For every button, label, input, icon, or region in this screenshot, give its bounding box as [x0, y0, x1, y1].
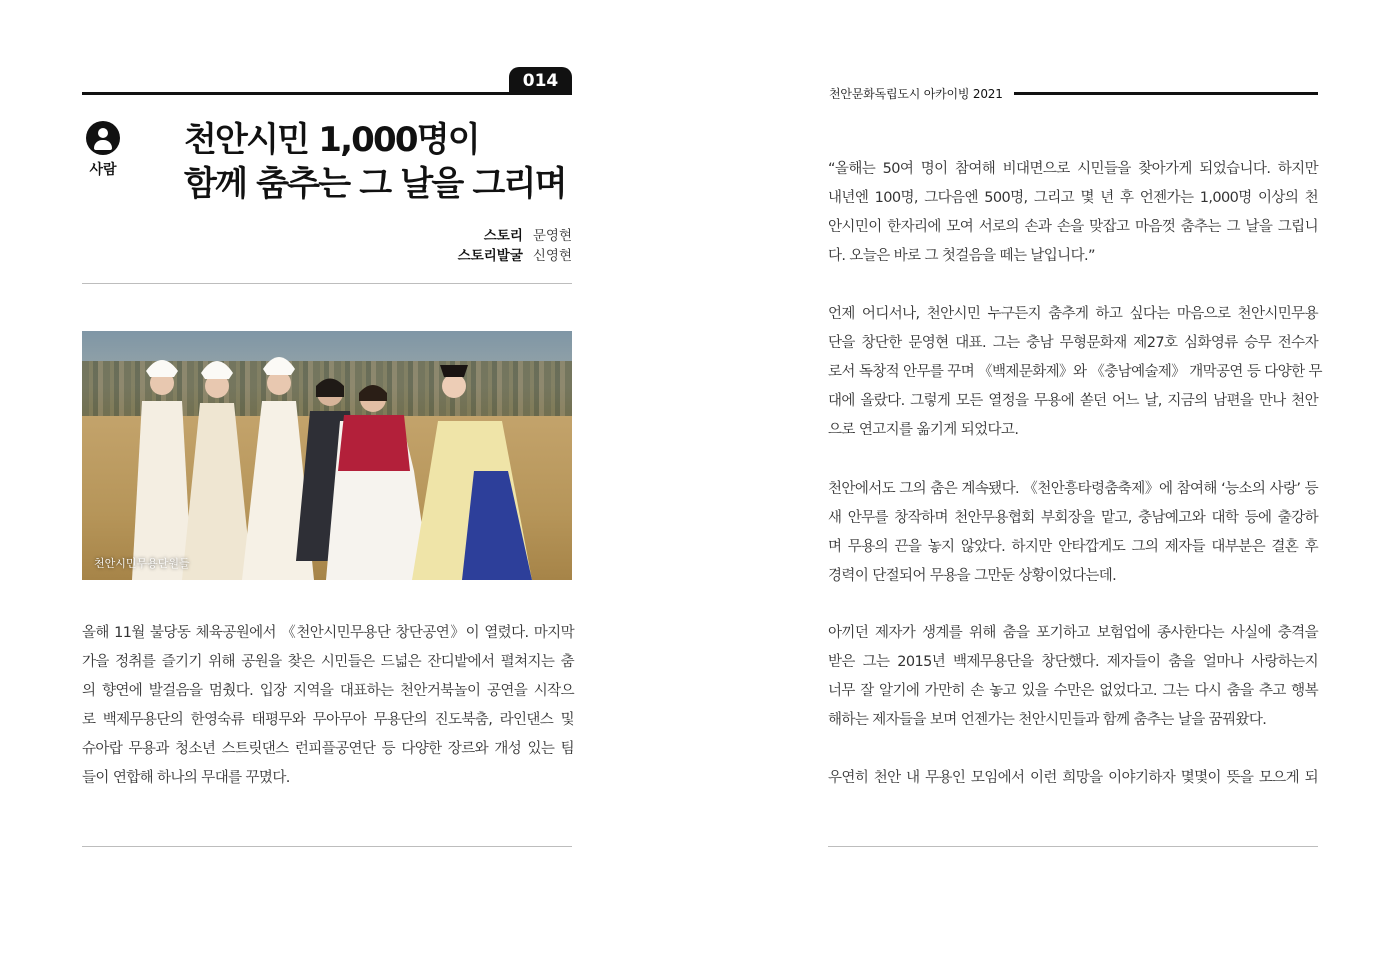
left-body-line: 올해 11월 불당동 체육공원에서 《천안시민무용단 창단공연》이 열렸다. 마지막 [82, 625, 574, 641]
credit-story [484, 224, 572, 244]
right-body-line: 우연히 천안 내 무용인 모임에서 이런 희망을 이야기하자 몇몇이 뜻을 모으게 되 [828, 770, 1318, 786]
credit-discovery-label: 스토리발굴 [457, 248, 523, 264]
right-body-line: 새 안무를 창작하며 천안무용협회 부회장을 맡고, 충남예고와 대학 등에 출강하 [828, 510, 1318, 526]
credit-story-value: 문영현 [532, 228, 572, 244]
left-body-line: 가을 정취를 즐기기 위해 공원을 찾은 시민들은 드넓은 잔디밭에서 펼쳐지는 춤 [82, 654, 574, 670]
right-paragraph-3 [828, 475, 1318, 591]
dancers-illustration [82, 331, 572, 580]
right-body-line: 대에 올랐다. 그렇게 모든 열정을 무용에 쏟던 어느 날, 지금의 남편을 만나 천안 [828, 393, 1318, 409]
right-paragraph-2 [828, 300, 1322, 445]
right-paragraph-4 [828, 619, 1318, 735]
person-icon [86, 121, 120, 155]
right-body-line: 너무 잘 알기에 가만히 손 놓고 있을 수만은 없었다고. 그는 다시 춤을 추고 행복 [828, 683, 1318, 699]
left-body-line: 의 향연에 발걸음을 멈췄다. 입장 지역을 대표하는 천안거북놀이 공연을 시작으 [82, 683, 574, 699]
right-body-line: 내년엔 100명, 그다음엔 500명, 그리고 몇 년 후 언젠가는 1,000명 이상의 천 [828, 190, 1318, 206]
left-body-line: 들이 연합해 하나의 무대를 꾸몄다. [82, 770, 290, 786]
right-body-line: 언제 어디서나, 천안시민 누구든지 춤추게 하고 싶다는 마음으로 천안시민무용 [828, 306, 1318, 322]
left-body-paragraph [82, 619, 574, 793]
header-rule-left [82, 92, 572, 95]
right-body-line: 단을 창단한 문영현 대표. 그는 충남 무형문화재 제27호 심화영류 승무 전수자 [828, 335, 1318, 351]
title-line-2: 함께 춤추는 그 날을 그리며 [184, 164, 566, 204]
running-head: 천안문화독립도시 아카이빙 2021 [829, 87, 1003, 101]
page-number-tab: 014 [509, 67, 572, 95]
divider-under-credits [82, 283, 572, 284]
right-body-line: 경력이 단절되어 무용을 그만둔 상황이었다는데. [828, 568, 1117, 584]
credit-discovery [458, 244, 572, 264]
header-rule-right [1014, 92, 1318, 95]
right-body-line: 며 무용의 끈을 놓지 않았다. 하지만 안타깝게도 그의 제자들 대부분은 결혼 후 [828, 539, 1318, 555]
right-body-line: 아끼던 제자가 생계를 위해 춤을 포기하고 보험업에 종사한다는 사실에 충격을 [828, 625, 1318, 641]
footer-rule-right [828, 846, 1318, 847]
dancers-photo [82, 331, 572, 580]
right-body-line: 해하는 제자들을 보며 언젠가는 천안시민들과 함께 춤추는 날을 꿈꿔왔다. [828, 712, 1267, 728]
right-body-line: 받은 그는 2015년 백제무용단을 창단했다. 제자들이 춤을 얼마나 사랑하는지 [828, 654, 1318, 670]
category-label: 사람 [89, 162, 117, 178]
right-body-line: 천안에서도 그의 춤은 계속됐다. 《천안흥타령춤축제》에 참여해 ‘능소의 사랑’ 등 [828, 481, 1318, 497]
photo-caption: 천안시민무용단원들 [94, 557, 190, 570]
right-body-line: “올해는 50여 명이 참여해 비대면으로 시민들을 찾아가게 되었습니다. 하지만 [828, 161, 1318, 177]
right-paragraph-5 [828, 764, 1318, 793]
right-body-line: 으로 연고지를 옮기게 되었다고. [828, 422, 1019, 438]
footer-rule-left [82, 846, 572, 847]
right-body-line: 로서 독창적 안무를 꾸며 《백제문화제》와 《충남예술제》 개막공연 등 다양한 무 [828, 364, 1322, 380]
right-body-line: 다. 오늘은 바로 그 첫걸음을 떼는 날입니다.” [828, 248, 1095, 264]
article-title [184, 118, 584, 206]
credit-discovery-value: 신영현 [532, 248, 572, 264]
right-paragraph-1 [828, 155, 1318, 271]
title-line-1: 천안시민 1,000명이 [184, 120, 479, 160]
credit-story-label: 스토리 [483, 228, 523, 244]
left-body-line: 슈아랍 무용과 청소년 스트릿댄스 런피플공연단 등 다양한 장르와 개성 있는 팀 [82, 741, 574, 757]
left-body-line: 로 백제무용단의 한영숙류 태평무와 무아무아 무용단의 진도북춤, 라인댄스 및 [82, 712, 574, 728]
right-body-line: 안시민이 한자리에 모여 서로의 손과 손을 맞잡고 마음껏 춤추는 그 날을 그립니 [828, 219, 1318, 235]
